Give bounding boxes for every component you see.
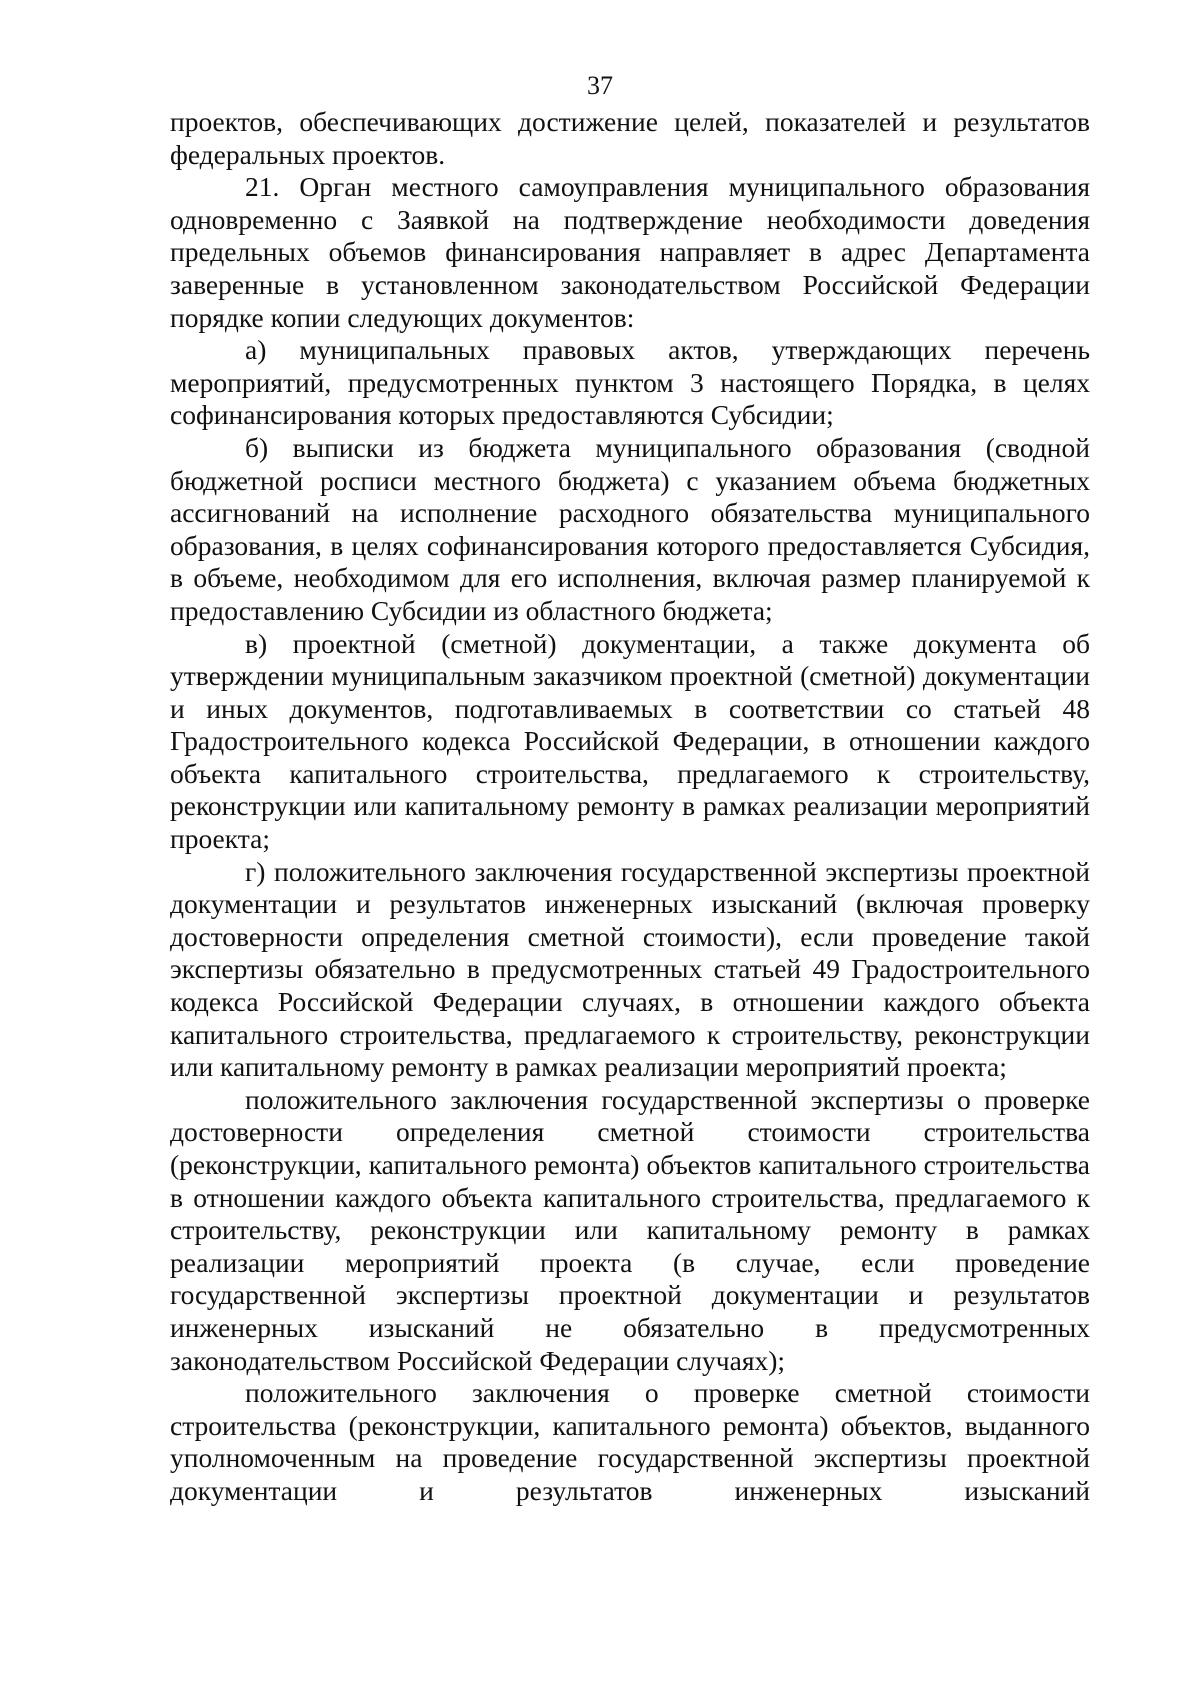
paragraph-item-21: 21. Орган местного самоуправления муниципального образования одновременно с Заявкой на подтверждение необходимости доведения предельных объемов финансирования направляет в адрес Департамента заверенные в установленном законодательством Российской Федерации порядке копии следующих документов: bbox=[170, 171, 1090, 333]
paragraph-subitem-g: г) положительного заключения государственной экспертизы проектной документации и результатов инженерных изысканий (включая проверку достоверности определения сметной стоимости), если проведение такой экспертизы обязательно в предусмотренных статьей 49 Градостроительного кодекса Российской Федерации случаях, в отношении каждого объекта капитального строительства, предлагаемого к строительству, реконструкции или капитальному ремонту в рамках реализации мероприятий проекта; bbox=[170, 855, 1090, 1083]
paragraph-cost-check-continued: положительного заключения о проверке сметной стоимости строительства (реконструкции, капитального ремонта) объектов, выданного уполномоченным на проведение государственной экспертизы проектной документации и результатов инженерных изысканий bbox=[170, 1377, 1090, 1506]
document-body bbox=[170, 106, 1090, 1508]
page-number: 37 bbox=[587, 71, 613, 100]
paragraph-subitem-v: в) проектной (сметной) документации, а также документа об утверждении муниципальным заказчиком проектной (сметной) документации и иных документов, подготавливаемых в соответствии со статьей 48 Градостроительного кодекса Российской Федерации, в отношении каждого объекта капитального строительства, предлагаемого к строительству, реконструкции или капитальному ремонту в рамках реализации мероприятий проекта; bbox=[170, 627, 1090, 855]
paragraph-continuation: проектов, обеспечивающих достижение целей, показателей и результатов федеральных проектов. bbox=[170, 106, 1090, 170]
paragraph-subitem-b: б) выписки из бюджета муниципального образования (сводной бюджетной росписи местного бюджета) с указанием объема бюджетных ассигнований на исполнение расходного обязательства муниципального образования, в целях софинансирования которого предоставляется Субсидия, в объеме, необходимом для его исполнения, включая размер планируемой к предоставлению Субсидии из областного бюджета; bbox=[170, 431, 1090, 626]
paragraph-subitem-a: а) муниципальных правовых актов, утверждающих перечень мероприятий, предусмотренных пунктом 3 настоящего Порядка, в целях софинансирования которых предоставляются Субсидии; bbox=[170, 334, 1090, 431]
paragraph-expertise-cost: положительного заключения государственной экспертизы о проверке достоверности определения сметной стоимости строительства (реконструкции, капитального ремонта) объектов капитального строительства в отношении каждого объекта капитального строительства, предлагаемого к строительству, реконструкции или капитальному ремонту в рамках реализации мероприятий проекта (в случае, если проведение государственной экспертизы проектной документации и результатов инженерных изысканий не обязательно в предусмотренных законодательством Российской Федерации случаях); bbox=[170, 1083, 1090, 1376]
